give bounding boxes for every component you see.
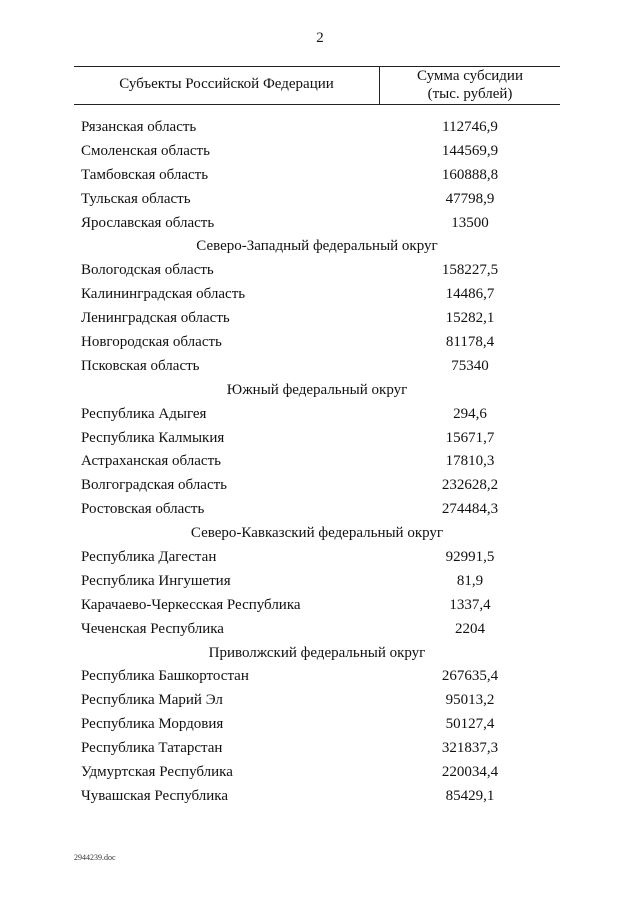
- region-name: Удмуртская Республика: [81, 764, 233, 781]
- subsidy-amount: 81178,4: [445, 334, 495, 351]
- region-name: Тульская область: [81, 190, 191, 207]
- subsidy-amount: 294,6: [453, 405, 487, 422]
- region-name: Республика Татарстан: [81, 740, 223, 757]
- subsidy-amount: 144569,9: [441, 142, 499, 159]
- table-row: [0, 212, 640, 236]
- district-title: Северо-Кавказский федеральный округ: [190, 525, 444, 542]
- column-header-amount-line1: Сумма субсидии: [417, 68, 523, 84]
- table-row: [0, 474, 640, 498]
- table-row: [0, 594, 640, 618]
- region-name: Калининградская область: [81, 286, 246, 303]
- table-row: [0, 355, 640, 379]
- region-name: Смоленская область: [81, 142, 210, 159]
- table-header-bottom-rule: [74, 104, 560, 105]
- region-name: Республика Дагестан: [81, 549, 217, 566]
- subsidy-amount: 112746,9: [442, 119, 498, 135]
- column-header-subject: Субъекты Российской Федерации: [119, 76, 334, 92]
- column-header-amount: [380, 67, 560, 103]
- subsidy-amount: 81,9: [456, 572, 484, 589]
- table-row: [0, 427, 640, 451]
- table-row: [0, 761, 640, 785]
- region-name: Карачаево-Черкесская Республика: [81, 596, 301, 613]
- subsidy-amount: 15671,7: [445, 429, 495, 446]
- region-name: Псковская область: [81, 357, 200, 374]
- region-name: Республика Марий Эл: [81, 692, 223, 709]
- region-name: Астраханская область: [81, 453, 221, 470]
- subsidy-amount: 158227,5: [441, 262, 499, 279]
- subsidy-amount: 220034,4: [441, 764, 499, 781]
- subsidy-amount: 50127,4: [445, 716, 495, 733]
- table-row: [0, 450, 640, 474]
- district-heading-row: [0, 642, 640, 666]
- table-row: [0, 403, 640, 427]
- subsidy-amount: 160888,8: [441, 166, 499, 183]
- page-number: 2: [316, 30, 324, 46]
- district-title: Южный федеральный округ: [226, 381, 408, 398]
- subsidy-amount: 274484,3: [441, 501, 499, 518]
- district-heading-row: [0, 379, 640, 403]
- subsidy-amount: 267635,4: [441, 668, 499, 685]
- region-name: Тамбовская область: [81, 166, 209, 183]
- table-row: [0, 307, 640, 331]
- region-name: Республика Калмыкия: [81, 429, 225, 446]
- table-row: [0, 116, 640, 140]
- subsidy-amount: 85429,1: [445, 787, 495, 804]
- subsidy-amount: 47798,9: [445, 190, 495, 207]
- subsidy-amount: 15282,1: [445, 310, 495, 327]
- subsidy-amount: 13500: [451, 214, 489, 231]
- region-name: Республика Ингушетия: [81, 572, 231, 589]
- table-row: [0, 713, 640, 737]
- table-row: [0, 785, 640, 809]
- subsidy-amount: 75340: [451, 357, 489, 374]
- table-row: [0, 546, 640, 570]
- subsidy-amount: 95013,2: [445, 692, 495, 709]
- region-name: Вологодская область: [81, 262, 214, 279]
- region-name: Ленинградская область: [81, 310, 230, 327]
- column-header-amount-line2: (тыс. рублей): [427, 86, 513, 102]
- region-name: Новгородская область: [81, 334, 222, 351]
- table-row: [0, 259, 640, 283]
- district-heading-row: [0, 235, 640, 259]
- table-row: [0, 498, 640, 522]
- region-name: Чеченская Республика: [81, 620, 224, 637]
- region-name: Ярославская область: [81, 214, 215, 231]
- subsidy-table-body: [0, 116, 640, 809]
- table-row: [0, 665, 640, 689]
- subsidy-amount: 232628,2: [441, 477, 499, 494]
- document-file-reference: 2944239.doc: [74, 853, 116, 862]
- table-row: [0, 618, 640, 642]
- subsidy-amount: 14486,7: [445, 286, 495, 303]
- region-name: Волгоградская область: [81, 477, 227, 494]
- region-name: Республика Адыгея: [81, 405, 207, 422]
- district-heading-row: [0, 522, 640, 546]
- table-row: [0, 570, 640, 594]
- subsidy-amount: 2204: [455, 620, 485, 637]
- table-row: [0, 140, 640, 164]
- district-title: Северо-Западный федеральный округ: [196, 238, 438, 255]
- region-name: Рязанская область: [81, 119, 197, 135]
- table-row: [0, 188, 640, 212]
- table-row: [0, 283, 640, 307]
- table-row: [0, 331, 640, 355]
- subsidy-amount: 1337,4: [449, 596, 491, 613]
- region-name: Чувашская Республика: [81, 787, 229, 804]
- region-name: Республика Мордовия: [81, 716, 224, 733]
- table-row: [0, 737, 640, 761]
- district-title: Приволжский федеральный округ: [208, 644, 426, 661]
- region-name: Ростовская область: [81, 501, 205, 518]
- subsidy-amount: 17810,3: [445, 453, 495, 470]
- subsidy-amount: 321837,3: [441, 740, 499, 757]
- subsidy-amount: 92991,5: [445, 549, 495, 566]
- region-name: Республика Башкортостан: [81, 668, 249, 685]
- table-row: [0, 689, 640, 713]
- table-row: [0, 164, 640, 188]
